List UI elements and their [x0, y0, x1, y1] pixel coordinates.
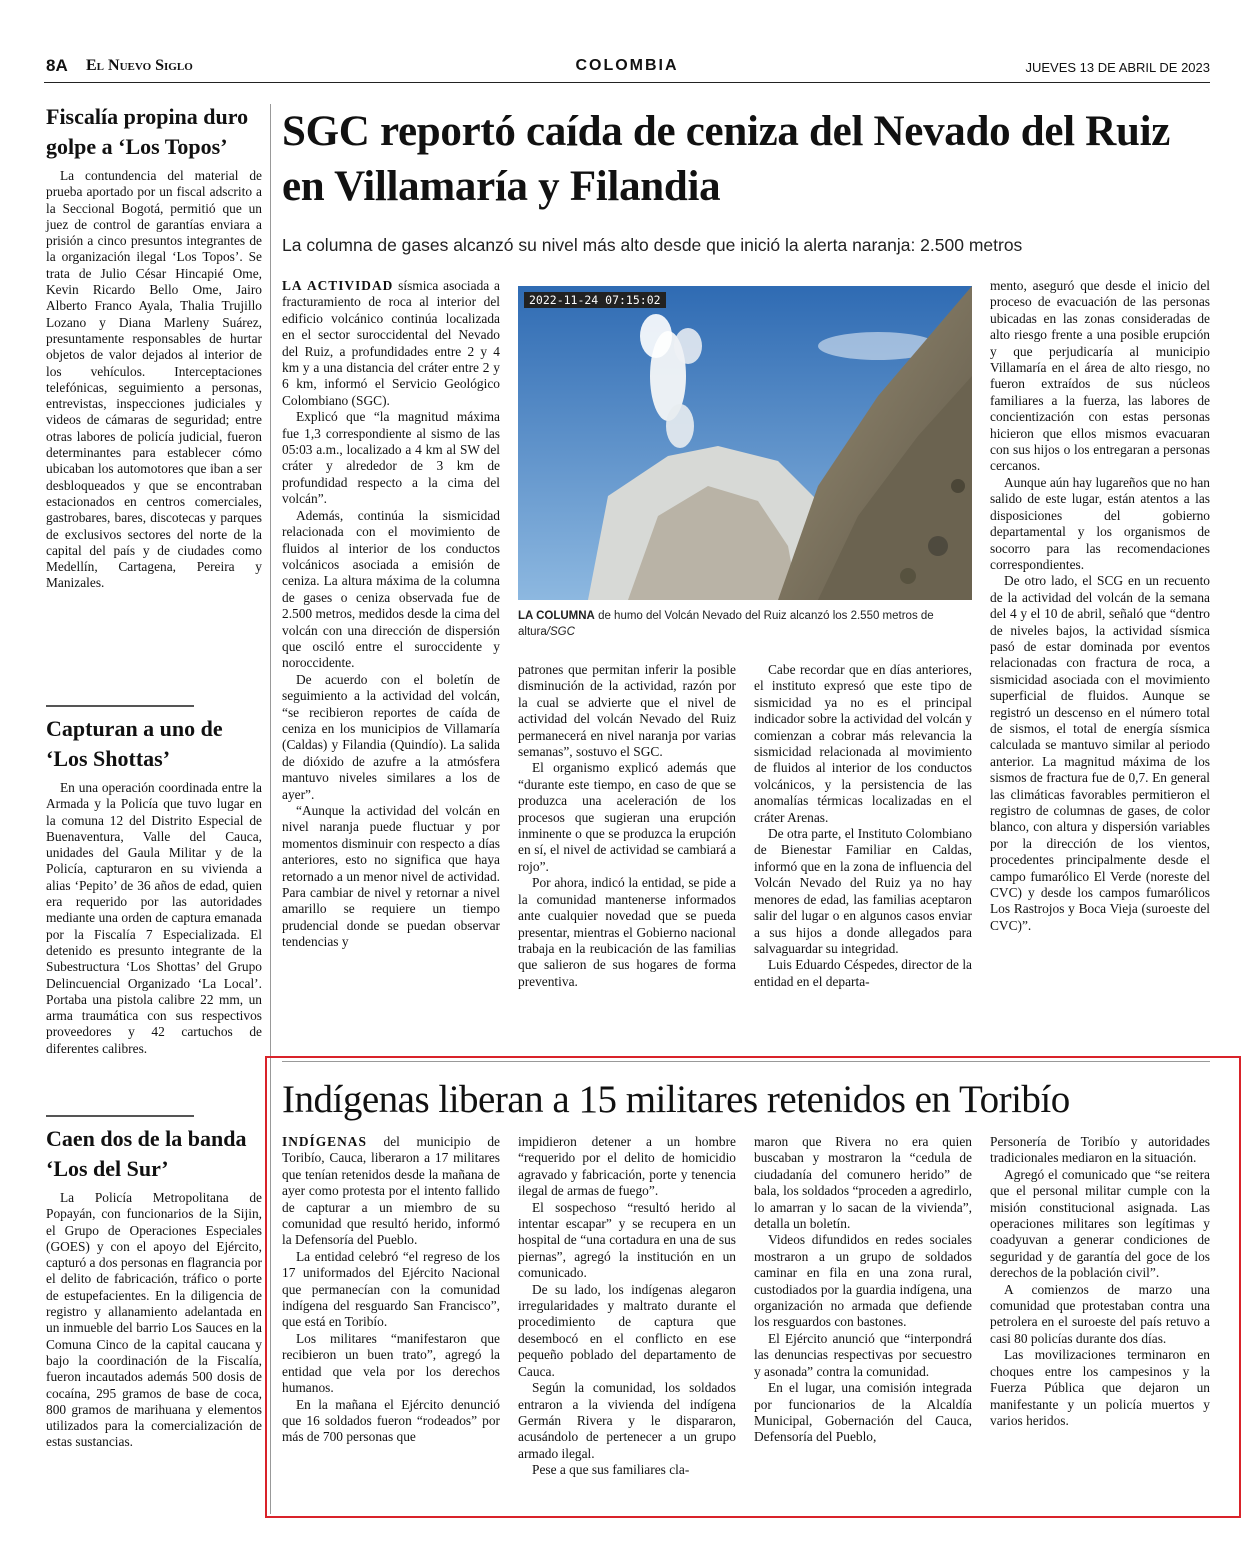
main-column-1	[282, 278, 500, 951]
sidebar-story-2-body: En una operación coordinada entre la Armada y la Policía que tuvo lugar en la comuna 12 del Distrito Especial de Buenaventura, Valle del Cauca, unidades del Gaula Militar y de la Policía, capturaron en su vivienda a alias ‘Pepito’ de 36 años de edad, quien era requerido por las autoridades mediante una orden de captura emanada por la Fiscalía 7 Especializada. El detenido es presunto integrante de la Subestructura ‘Los Shottas’ del Grupo Delincuencial Organizado ‘La Local’. Portaba una pistola calibre 22 mm, un arma traumática con sus respectivos proveedores y 42 cartuchos de diferentes calibres.	[46, 780, 262, 1056]
second-paragraph: maron que Rivera no era quien buscaban y mostraron la “cedula de ciudadanía del comunero herido” de bala, los soldados “proceden a agredirlo, lo amarran y lo sacan de la vivienda”, detalla un boletín.	[754, 1134, 972, 1232]
main-paragraph: Cabe recordar que en días anteriores, el instituto expresó que este tipo de sismicidad ya no es el principal indicador sobre la actividad del volcán y comienzan a cobrar más relevancia la sismicidad relacionada al movimiento de fluidos al interior de los conductos volcánicos, y la persistencia de las anomalías térmicas localizadas en el cráter Arenas.	[754, 662, 972, 825]
second-paragraph: En el lugar, una comisión integrada por funcionarios de la Alcaldía Municipal, Gobernación del Cauca, Defensoría del Pueblo,	[754, 1380, 972, 1445]
second-paragraph: En la mañana el Ejército denunció que 16 soldados fueron “rodeados” por más de 700 personas que	[282, 1396, 500, 1445]
second-paragraph: impidieron detener a un hombre “requerido por el delito de homicidio agravado y fabricación, porte y tenencia ilegal de armas de fuego”.	[518, 1134, 736, 1199]
second-paragraph: del municipio de Toribío, Cauca, liberaron a 17 militares que tenían retenidos desde la mañana de ayer como protesta por el intento fallido de capturar a un miembro de su comunidad que resultó herido, informó la Defensoría del Pueblo.	[282, 1134, 500, 1248]
second-paragraph: Videos difundidos en redes sociales mostraron a un grupo de soldados caminar en fila en una zona rural, custodiados por la guardia indígena, una organización no armada que defiende los resguardos con bastones.	[754, 1232, 972, 1330]
volcano-photo	[518, 286, 972, 600]
sidebar-rule	[46, 1115, 194, 1117]
main-paragraph: Además, continúa la sismicidad relacionada con el movimiento de fluidos al interior de los conductos volcánicos asociada a emisión de ceniza. La altura máxima de la columna de gases o ceniza observada fue de 2.500 metros, medidos desde la cima del volcán con una dirección de dispersión que osciló entre el suroccidente y noroccidente.	[282, 507, 500, 671]
main-deck: La columna de gases alcanzó su nivel más alto desde que inició la alerta naranja: 2.500 metros	[282, 235, 1023, 255]
second-headline: Indígenas liberan a 15 militares retenidos en Toribío	[282, 1078, 1070, 1121]
second-column-2	[518, 1134, 736, 1479]
sidebar-story-1-title: Fiscalía propina duro golpe a ‘Los Topos’	[46, 104, 249, 159]
main-column-2	[518, 662, 736, 990]
main-paragraph: sísmica asociada a fracturamiento de roca al interior del edificio volcánico continúa localizada en el sector suroccidental del Nevado del Ruiz, a profundidades entre 2 y 4 km y a una distancia del cráter entre 2 y 6 km, informó el Servicio Geológico Colombiano (SGC).	[282, 278, 500, 408]
volcano-illustration	[518, 286, 972, 600]
main-lead-word: LA ACTIVIDAD	[282, 278, 394, 293]
sidebar-story-1-body: La contundencia del material de prueba aportado por un fiscal adscrito a la Seccional Bogotá, permitió que un juez de control de garantías enviara a prisión a cinco presuntos integrantes de la organización ilegal ‘Los Topos’. Se trata de Julio César Hincapié Ome, Kevin Ricardo Bello Ome, Jairo Alberto Franco Ayala, Thalia Trujillo Lozano y Diana Marleny Suárez, presuntamente responsables de hurtar objetos de valor dejados al interior de los vehículos. Interceptaciones telefónicas, seguimiento a personas, entrevistas, inspecciones judiciales y videos de cámaras de seguridad; entre otras labores de policía judicial, fueron determinantes para establecer cómo ubicaban los automotores que iban a ser desbloqueados y que se encontraban estacionados en centros comerciales, gastrobares, bares, discotecas y parques de exclusivos sectores del norte de la capital del país y de ciudades como Medellín, Cartagena, Pereira y Manizales.	[46, 168, 262, 591]
main-paragraph: patrones que permitan inferir la posible disminución de la actividad, razón por la cual se advierte que el nivel de actividad del volcán Nevado del Ruiz permanecerá en nivel naranja por varias semanas”, sostuvo el SGC.	[518, 662, 736, 760]
main-paragraph: De otra parte, el Instituto Colombiano de Bienestar Familiar en Caldas, informó que en la zona de influencia del Volcán Nevado del Ruiz ya no hay menores de edad, las familias aceptaron salir del lugar o en algunos casos enviar a sus hijos a donde allegados para salvaguardar su integridad.	[754, 826, 972, 956]
second-column-1	[282, 1134, 500, 1446]
page-number: 8A	[46, 56, 68, 75]
caption-credit: /SGC	[546, 626, 575, 638]
newspaper-brand: El Nuevo Siglo	[86, 57, 193, 74]
section-name: COLOMBIA	[575, 57, 679, 74]
header-rule	[44, 82, 1210, 83]
issue-date: JUEVES 13 DE ABRIL DE 2023	[1025, 60, 1210, 75]
second-paragraph: Las movilizaciones terminaron en choques entre los campesinos y la Fuerza Pública que dejaron un manifestante y un policía muertos y varios heridos.	[990, 1347, 1210, 1428]
second-paragraph: El sospechoso “resultó herido al intentar escapar” y se recupera en un hospital de “una cortadura en una de sus piernas”, agregó la institución en un comunicado.	[518, 1199, 736, 1281]
main-column-3	[754, 662, 972, 990]
sidebar-story-2	[46, 714, 262, 1057]
second-paragraph: Personería de Toribío y autoridades tradicionales mediaron en la situación.	[990, 1134, 1210, 1166]
caption-lead: LA COLUMNA	[518, 610, 595, 622]
photo-caption	[518, 608, 976, 640]
main-paragraph: Por ahora, indicó la entidad, se pide a la comunidad mantenerse informados ante cualquier novedad que se pueda presentar, mientras el Gobierno nacional trabaja en la reubicación de las familias que salieron de sus hogares de forma preventiva.	[518, 875, 736, 989]
main-column-4	[990, 278, 1210, 934]
main-paragraph: “Aunque la actividad del volcán en nivel naranja puede fluctuar y por momentos disminuir con respecto a días anteriores, esto no significa que haya retornado a un menor nivel de actividad. Para cambiar de nivel y retornar a nivel amarillo se requiere un tiempo prudencial donde se puedan observar tendencias y	[282, 803, 500, 950]
sidebar-story-2-title: Capturan a uno de ‘Los Shottas’	[46, 716, 223, 771]
second-paragraph: El Ejército anunció que “interpondrá las denuncias respectivas por secuestro y asonada” contra la comunidad.	[754, 1330, 972, 1379]
second-column-4	[990, 1134, 1210, 1429]
second-column-3	[754, 1134, 972, 1446]
second-paragraph: Según la comunidad, los soldados entraron a la vivienda del indígena Germán Rivera y le dispararon, acusándolo de pertenecer a un grupo armado ilegal.	[518, 1380, 736, 1461]
sidebar-story-3	[46, 1124, 262, 1451]
main-paragraph: De acuerdo con el boletín de seguimiento a la actividad del volcán, “se recibieron reportes de caída de ceniza en los municipios de Villamaría (Caldas) y Filandia (Quindío). La salida de dióxido de azufre a la atmósfera mantuvo niveles similares a los de ayer”.	[282, 671, 500, 802]
main-paragraph: El organismo explicó además que “durante este tiempo, en caso de que se produzca una aceleración de los procesos que sugieran una erupción inminente o que se produzca la erupción en sí, el nivel de actividad se cambiará a rojo”.	[518, 760, 736, 874]
main-headline: SGC reportó caída de ceniza del Nevado del Ruiz en Villamaría y Filandia	[282, 108, 1171, 210]
second-paragraph: Agregó el comunicado que “se reitera que el personal militar cumple con la misión constitucional asignada. Las operaciones militares son legítimas y coadyuvan a generar condiciones de seguridad y de garantía del goce de los derechos de la población civil”.	[990, 1166, 1210, 1281]
sidebar-rule	[46, 705, 194, 707]
sidebar-story-3-title: Caen dos de la banda ‘Los del Sur’	[46, 1126, 247, 1181]
second-paragraph: La entidad celebró “el regreso de los 17 uniformados del Ejército Nacional que permanecían con la comunidad indígena del resguardo San Francisco”, que está en Toribío.	[282, 1248, 500, 1330]
main-paragraph: mento, aseguró que desde el inicio del proceso de evacuación de las personas ubicadas en las zonas consideradas de alto riesgo frente a una posible erupción y que perjudicaría al municipio Villamaría en el área de alto riesgo, no fueron extraídos de sus núcleos familiares a la fuerza, las labores de concientización con estas personas hicieron que ellos mismos evacuaran con sus hijos o los entregaran a personas cercanos.	[990, 278, 1210, 474]
second-paragraph: A comienzos de marzo una comunidad que protestaban contra una petrolera en el suroeste del país retuvo a casi 80 policías durante dos días.	[990, 1281, 1210, 1346]
second-paragraph: De su lado, los indígenas alegaron irregularidades y maltrato durante el procedimiento de captura que desembocó en el conflicto en ese pequeño poblado del departamento de Cauca.	[518, 1281, 736, 1379]
main-paragraph: Aunque aún hay lugareños que no han salido de este lugar, están atentos a las disposiciones del gobierno departamental y los organismos de socorro para las recomendaciones correspondientes.	[990, 474, 1210, 572]
caption-text: de humo del Volcán Nevado del Ruiz alcanzó los 2.550 metros de altura	[518, 610, 934, 638]
sidebar-story-1	[46, 102, 262, 592]
main-paragraph: De otro lado, el SCG en un recuento de la actividad del volcán de la semana del 4 y el 10 de abril, señaló que “dentro de niveles bajos, la actividad sísmica pasó de estar dominada por eventos relacionadas con fractura de roca, a sismicidad asociada con el movimiento superficial de fluidos. Aunque se registró un descenso en el número total de sismos, el total de energía sísmica calculada se mantuvo similar al periodo anterior. La magnitud máxima de los sismos de fractura fue de 0,7. En general las climáticas favorables permitieron el registro de columnas de gases, de color blanco, con altura y dispersión variables por la dirección de los vientos, procedentes principalmente desde el campo fumarólico El Verde (noreste del CVC) y desde los campos fumarólicos Los Rastrojos y Boca Vieja (suroeste del CVC)”.	[990, 573, 1210, 933]
main-paragraph: Explicó que “la magnitud máxima fue 1,3 correspondiente al sismo de las 05:03 a.m., localizado a 4 km al SW del cráter y alrededor de 3 km de profundidad respecto a la cima del volcán”.	[282, 409, 500, 507]
sidebar-story-3-body: La Policía Metropolitana de Popayán, con funcionarios de la Sijin, el Grupo de Operaciones Especiales (GOES) y con el apoyo del Ejército, capturó a dos personas en flagrancia por el delito de fabricación, tráfico o porte de estupefacientes. En la diligencia de registro y allanamiento adelantada en un inmueble del barrio Los Sauces en la Comuna Cinco de la capital caucana y bajo la coordinación de la Fiscalía, fueron incautados además 500 dosis de cocaína, 295 gramos de base de coca, 800 gramos de marihuana y elementos utilizados para la comercialización de estas sustancias.	[46, 1190, 262, 1450]
second-paragraph: Los militares “manifestaron que recibieron un buen trato”, agregó la entidad que vela por los derechos humanos.	[282, 1330, 500, 1396]
second-paragraph: Pese a que sus familiares cla-	[532, 1462, 690, 1478]
main-paragraph: Luis Eduardo Céspedes, director de la entidad en el departa-	[754, 957, 972, 989]
photo-timestamp: 2022-11-24 07:15:02	[524, 292, 666, 308]
second-lead-word: INDÍGENAS	[282, 1134, 367, 1149]
